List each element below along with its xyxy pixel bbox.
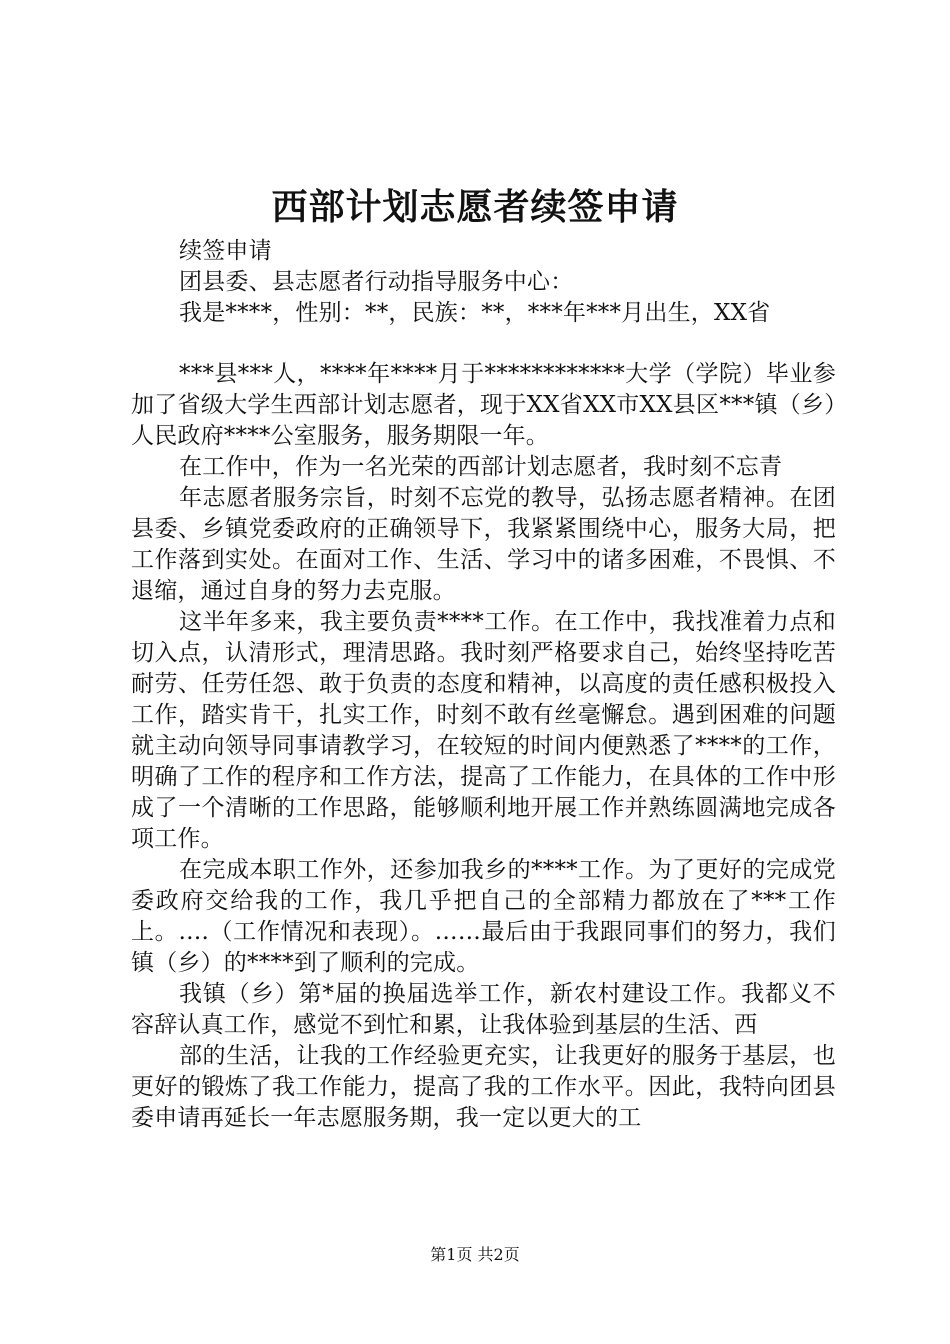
page-footer: 第1页 共2页 xyxy=(430,1245,520,1264)
paragraph: 我是****，性别：**，民族：**，***年***月出生，XX省 xyxy=(179,300,771,326)
paragraph: 续签申请 xyxy=(179,238,272,264)
paragraph: ***县***人，****年****月于************大学（学院）毕业参加了省级大学生西部计划志愿者，现于XX省XX市XX县区***镇（乡）人民政府****公室服务，服务期限一年。 xyxy=(131,361,836,449)
paragraph: 在工作中，作为一名光荣的西部计划志愿者，我时刻不忘青 xyxy=(179,454,783,480)
paragraph: 团县委、县志愿者行动指导服务中心： xyxy=(179,269,574,295)
body-block xyxy=(131,359,836,1134)
paragraph: 这半年多来，我主要负责****工作。在工作中，我找准着力点和切入点，认清形式，理清思路。我时刻严格要求自己，始终坚持吃苦耐劳、任劳任怨、敢于负责的态度和精神，以高度的责任感积极投入工作，踏实肯干，扎实工作，时刻不敢有丝毫懈怠。遇到困难的问题就主动向领导同事请教学习，在较短的时间内便熟悉了****的工作，明确了工作的程序和工作方法，提高了工作能力，在具体的工作中形成了一个清晰的工作思路，能够顺利地开展工作并熟练圆满地完成各项工作。 xyxy=(131,609,836,852)
document-title: 西部计划志愿者续签申请 xyxy=(271,186,679,228)
paragraph: 年志愿者服务宗旨，时刻不忘党的教导，弘扬志愿者精神。在团县委、乡镇党委政府的正确领导下，我紧紧围绕中心，服务大局，把工作落到实处。在面对工作、生活、学习中的诸多困难，不畏惧、不退缩，通过自身的努力去克服。 xyxy=(131,485,836,604)
paragraph: 部的生活，让我的工作经验更充实，让我更好的服务于基层，也更好的锻炼了我工作能力，提高了我的工作水平。因此，我特向团县委申请再延长一年志愿服务期，我一定以更大的工 xyxy=(131,1043,836,1131)
header-block xyxy=(131,236,836,329)
paragraph: 我镇（乡）第*届的换届选举工作，新农村建设工作。我都义不容辞认真工作，感觉不到忙和累，让我体验到基层的生活、西 xyxy=(131,981,836,1038)
paragraph: 在完成本职工作外，还参加我乡的****工作。为了更好的完成党委政府交给我的工作，我几乎把自己的全部精力都放在了***工作上。….（工作情况和表现）。……最后由于我跟同事们的努力，我们镇（乡）的****到了顺利的完成。 xyxy=(131,857,836,976)
